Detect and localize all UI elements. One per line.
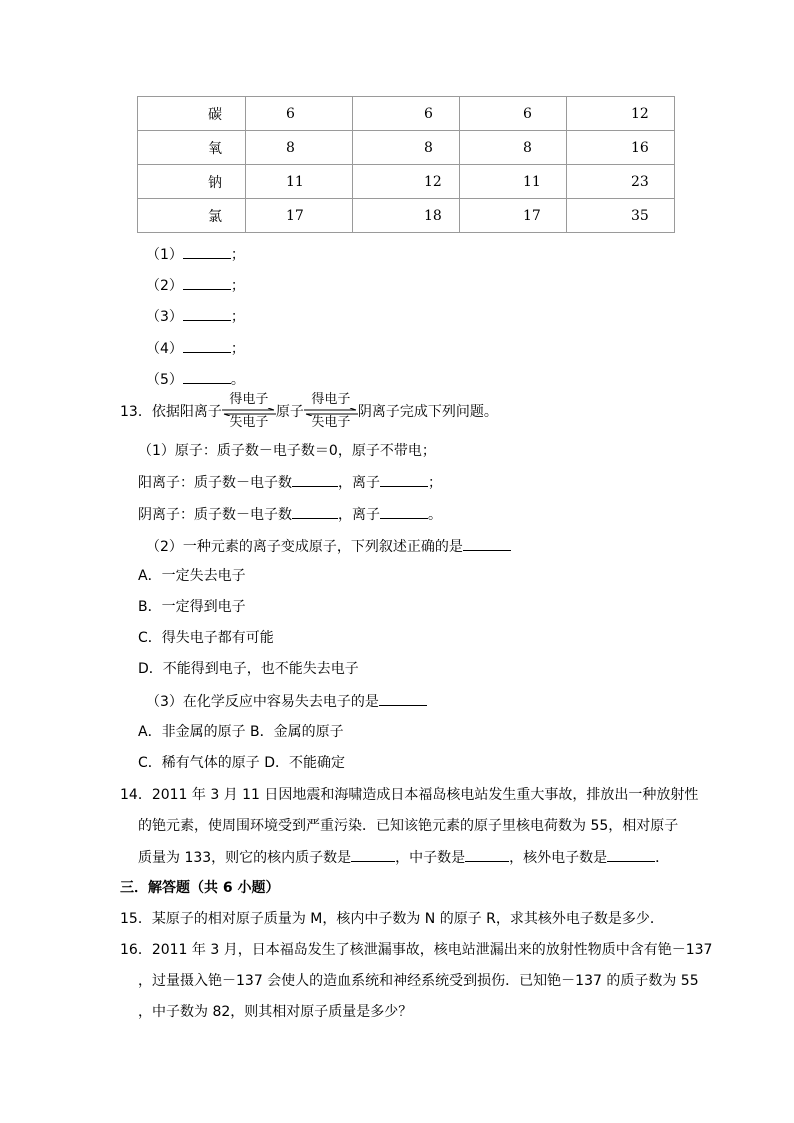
table-cell: 16 <box>567 131 675 165</box>
table-row <box>138 165 675 199</box>
equilibrium-arrow-1 <box>222 392 276 430</box>
table-row <box>138 199 675 233</box>
option-c: C．得失电子都有可能 <box>138 630 274 646</box>
table-cell: 碳 <box>138 97 246 131</box>
table-cell: 12 <box>353 165 460 199</box>
table-cell: 18 <box>353 199 460 233</box>
q13-part3 <box>146 691 427 712</box>
anion-end: 。 <box>428 507 442 523</box>
answer-2-blank <box>183 275 231 290</box>
option-cd: C．稀有气体的原子 D．不能确定 <box>138 755 346 771</box>
table-row <box>138 97 675 131</box>
option-b: B．一定得到电子 <box>138 599 246 615</box>
answer-1-blank <box>183 244 231 259</box>
cation-blank-2 <box>380 472 428 487</box>
semicolon: ； <box>230 309 245 325</box>
q14-line1: 14．2011 年 3 月 11 日因地震和海啸造成日本福岛核电站发生重大事故，排放出一种放射性 <box>120 787 699 803</box>
q13-anion <box>138 504 442 525</box>
cation-blank-1 <box>292 472 338 487</box>
cation-text: 阳离子：质子数－电子数 <box>138 475 292 491</box>
q14-line3-a: 质量为 133，则它的核内质子数是 <box>138 850 352 866</box>
table-cell: 17 <box>246 199 353 233</box>
option-d: D．不能得到电子，也不能失去电子 <box>138 661 359 677</box>
q13-part1: （1）原子：质子数－电子数＝0，原子不带电； <box>138 443 436 459</box>
q14-blank-1 <box>351 847 395 862</box>
q16-line2: ，过量摄入铯－137 会使人的造血系统和神经系统受到损伤．已知铯－137 的质子数为 55 <box>138 973 699 989</box>
arrow-2-bottom-label: 失电子 <box>311 415 351 430</box>
answer-4 <box>146 338 245 359</box>
anion-text: 阴离子：质子数－电子数 <box>138 507 292 523</box>
table-cell: 35 <box>567 199 675 233</box>
table-cell: 6 <box>246 97 353 131</box>
cation-ion-text: ，离子 <box>338 475 380 491</box>
anion-blank-1 <box>292 504 338 519</box>
q14-line2: 的铯元素，使周围环境受到严重污染．已知该铯元素的原子里核电荷数为 55，相对原子 <box>138 818 679 834</box>
q13-middle: 原子 <box>275 404 304 420</box>
answer-5-label: （5） <box>146 372 183 388</box>
answer-3 <box>146 306 245 327</box>
answer-3-label: （3） <box>146 309 183 325</box>
arrow-2-top-label: 得电子 <box>311 392 351 407</box>
answer-1 <box>146 244 245 265</box>
arrow-1-bottom-label: 失电子 <box>229 415 269 430</box>
answer-3-blank <box>183 306 231 321</box>
table-cell: 8 <box>353 131 460 165</box>
section-heading: 三．解答题（共 6 小题） <box>120 880 280 896</box>
q13-prefix: 13．依据阳离子 <box>120 404 222 420</box>
option-ab: A．非金属的原子 B．金属的原子 <box>138 724 344 740</box>
table-cell: 钠 <box>138 165 246 199</box>
q13-cation <box>138 472 442 493</box>
q13-suffix: 阴离子完成下列问题。 <box>357 404 498 420</box>
q13-part2-blank <box>463 536 511 551</box>
table-row <box>138 131 675 165</box>
period: 。 <box>230 372 245 388</box>
table-cell: 6 <box>460 97 567 131</box>
q16-line1: 16．2011 年 3 月，日本福岛发生了核泄漏事故，核电站泄漏出来的放射性物质中含有铯－137 <box>120 942 713 958</box>
table-cell: 11 <box>246 165 353 199</box>
q14-line3-b: ，中子数是 <box>395 850 466 866</box>
semicolon: ； <box>230 278 245 294</box>
anion-ion-text: ，离子 <box>338 507 380 523</box>
q13-part2 <box>146 536 511 557</box>
table-cell: 6 <box>353 97 460 131</box>
q13-part3-blank <box>379 691 427 706</box>
table-cell: 17 <box>460 199 567 233</box>
q13-part3-text: （3）在化学反应中容易失去电子的是 <box>146 694 379 710</box>
q13-stem <box>120 392 498 430</box>
answer-5 <box>146 369 245 390</box>
element-table <box>137 96 675 233</box>
q14-blank-3 <box>607 847 655 862</box>
equilibrium-arrow-2 <box>304 392 358 430</box>
arrow-1-top-label: 得电子 <box>229 392 269 407</box>
q14-line3 <box>138 847 669 868</box>
semicolon: ； <box>230 341 245 357</box>
answer-5-blank <box>183 369 231 384</box>
answer-2 <box>146 275 245 296</box>
semicolon: ； <box>230 247 245 263</box>
option-a: A．一定失去电子 <box>138 568 246 584</box>
answer-1-label: （1） <box>146 247 183 263</box>
q15: 15．某原子的相对原子质量为 M，核内中子数为 N 的原子 R，求其核外电子数是多少． <box>120 911 664 927</box>
table-cell: 23 <box>567 165 675 199</box>
answer-4-blank <box>183 338 231 353</box>
cation-end: ； <box>428 475 442 491</box>
table-cell: 8 <box>460 131 567 165</box>
answer-2-label: （2） <box>146 278 183 294</box>
q16-line3: ，中子数为 82，则其相对原子质量是多少？ <box>138 1004 413 1020</box>
table-cell: 氧 <box>138 131 246 165</box>
table-cell: 12 <box>567 97 675 131</box>
answer-4-label: （4） <box>146 341 183 357</box>
q14-blank-2 <box>465 847 509 862</box>
table-cell: 8 <box>246 131 353 165</box>
q14-line3-d: ． <box>655 850 670 866</box>
q13-part2-text: （2）一种元素的离子变成原子，下列叙述正确的是 <box>146 539 463 555</box>
anion-blank-2 <box>380 504 428 519</box>
table-cell: 氯 <box>138 199 246 233</box>
table-cell: 11 <box>460 165 567 199</box>
q14-line3-c: ，核外电子数是 <box>509 850 608 866</box>
